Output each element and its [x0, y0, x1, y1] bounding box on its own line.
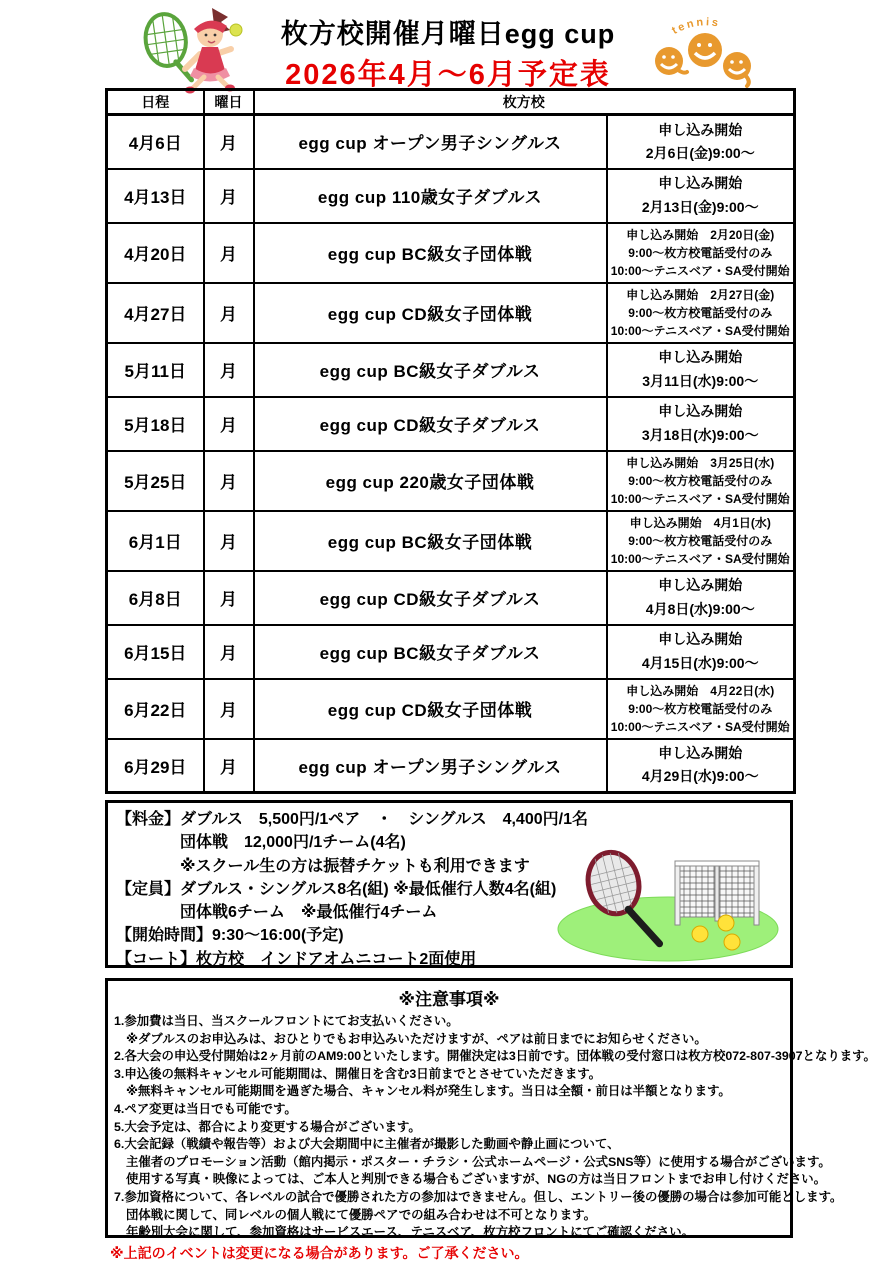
apply-line: 10:00～テニスベア・SA受付開始	[610, 323, 790, 338]
date-cell: 6月1日	[107, 511, 204, 571]
event-cell: egg cup BC級女子団体戦	[254, 511, 607, 571]
info-line: 【コート】枚方校 インドアオムニコート2面使用	[116, 950, 477, 968]
info-line: 団体戦6チーム ※最低催行4チーム	[180, 904, 438, 922]
apply-line: 9:00～枚方校電話受付のみ	[628, 473, 773, 488]
table-row	[107, 169, 795, 223]
table-row	[107, 343, 795, 397]
date-cell: 6月8日	[107, 571, 204, 625]
apply-line: 申し込み開始 4月1日(水)	[629, 515, 771, 530]
note-line: 使用する写真・映像によっては、ご本人と判別できる場合もございますが、NGの方は当日フロントまでお申し付けください。	[126, 1172, 827, 1187]
footer-disclaimer: ※上記のイベントは変更になる場合があります。ご了承ください。	[110, 1245, 529, 1261]
notes-title: ※注意事項※	[398, 990, 500, 1009]
apply-line: 2月6日(金)9:00～	[645, 144, 755, 161]
event-cell: egg cup BC級女子団体戦	[254, 223, 607, 283]
apply-cell	[607, 283, 795, 343]
event-cell: egg cup BC級女子ダブルス	[254, 625, 607, 679]
table-row	[107, 511, 795, 571]
event-cell: egg cup CD級女子団体戦	[254, 679, 607, 739]
note-line: ※無料キャンセル可能期間を過ぎた場合、キャンセル料が発生します。当日は全額・前日は半額となります。	[126, 1084, 731, 1099]
note-line: 団体戦に関して、同レベルの個人戦にて優勝ペアでの組み合わせは不可となります。	[126, 1207, 596, 1222]
date-cell: 6月22日	[107, 679, 204, 739]
apply-cell	[607, 343, 795, 397]
date-cell: 5月11日	[107, 343, 204, 397]
apply-line: 3月11日(水)9:00～	[642, 372, 759, 389]
date-cell: 4月27日	[107, 283, 204, 343]
apply-cell	[607, 223, 795, 283]
apply-line: 10:00～テニスベア・SA受付開始	[610, 263, 790, 278]
apply-line: 申し込み開始	[658, 403, 743, 420]
info-line: 団体戦 12,000円/1チーム(4名)	[180, 834, 406, 852]
date-cell: 4月6日	[107, 115, 204, 169]
date-cell: 4月13日	[107, 169, 204, 223]
note-line: 4.ペア変更は当日でも可能です。	[114, 1101, 297, 1116]
apply-line: 9:00～枚方校電話受付のみ	[628, 245, 773, 260]
day-cell: 月	[204, 169, 254, 223]
apply-line: 申し込み開始	[658, 349, 743, 366]
day-cell: 月	[204, 115, 254, 169]
apply-line: 申し込み開始 3月25日(水)	[626, 455, 775, 470]
table-header-row	[107, 90, 795, 115]
day-cell: 月	[204, 679, 254, 739]
event-cell: egg cup CD級女子団体戦	[254, 283, 607, 343]
apply-cell	[607, 451, 795, 511]
info-line: 【定員】ダブルス・シングルス8名(組) ※最低催行人数4名(組)	[116, 880, 557, 898]
svg-text:tennis: tennis	[670, 16, 722, 37]
apply-line: 申し込み開始	[658, 121, 743, 138]
apply-line: 申し込み開始	[658, 745, 743, 762]
table-row	[107, 283, 795, 343]
day-cell: 月	[204, 223, 254, 283]
apply-line: 申し込み開始 2月27日(金)	[626, 287, 775, 302]
notes-box	[105, 978, 876, 1240]
col-header-date: 日程	[107, 90, 204, 115]
apply-line: 9:00～枚方校電話受付のみ	[628, 701, 773, 716]
table-row	[107, 223, 795, 283]
table-row	[107, 679, 795, 739]
table-row	[107, 397, 795, 451]
apply-line: 10:00～テニスベア・SA受付開始	[610, 719, 790, 734]
table-row	[107, 451, 795, 511]
apply-cell	[607, 169, 795, 223]
apply-cell	[607, 571, 795, 625]
table-row	[107, 625, 795, 679]
day-cell: 月	[204, 739, 254, 793]
apply-line: 申し込み開始 2月20日(金)	[626, 227, 775, 242]
schedule-table	[105, 88, 796, 794]
apply-cell	[607, 739, 795, 793]
apply-line: 申し込み開始	[658, 175, 743, 192]
note-line: 年齢別大会に関して、参加資格はサービスエース、テニスベア、枚方校フロントにてご確認ください。	[126, 1225, 694, 1240]
apply-cell	[607, 511, 795, 571]
table-row	[107, 571, 795, 625]
note-line: 5.大会予定は、都合により変更する場合がございます。	[114, 1119, 421, 1134]
info-line: 【料金】ダブルス 5,500円/1ペア ・ シングルス 4,400円/1名	[116, 811, 588, 828]
racket-net-balls-icon	[552, 837, 784, 963]
apply-cell	[607, 397, 795, 451]
date-cell: 6月15日	[107, 625, 204, 679]
info-box	[105, 800, 793, 968]
tennis-egg-logo-icon	[622, 8, 774, 92]
day-cell: 月	[204, 283, 254, 343]
apply-line: 申し込み開始	[658, 631, 743, 648]
apply-line: 4月8日(水)9:00～	[645, 600, 755, 617]
info-line: 【開始時間】9:30～16:00(予定)	[116, 927, 344, 945]
apply-line: 申し込み開始 4月22日(水)	[626, 683, 775, 698]
event-cell: egg cup 110歳女子ダブルス	[254, 169, 607, 223]
event-cell: egg cup オープン男子シングルス	[254, 739, 607, 793]
event-cell: egg cup BC級女子ダブルス	[254, 343, 607, 397]
date-cell: 4月20日	[107, 223, 204, 283]
info-line: ※スクール生の方は振替チケットも利用できます	[180, 857, 530, 875]
apply-cell	[607, 115, 795, 169]
apply-line: 2月13日(金)9:00～	[641, 198, 759, 215]
event-cell: egg cup CD級女子ダブルス	[254, 571, 607, 625]
note-line: 主催者のプロモーション活動（館内掲示・ポスター・チラシ・公式ホームページ・公式SNS等）に使用する場合がございます。	[126, 1154, 831, 1169]
note-line: 7.参加資格について、各レベルの試合で優勝された方の参加はできません。但し、エントリー後の優勝の場合は参加可能とします。	[114, 1189, 843, 1204]
date-cell: 5月18日	[107, 397, 204, 451]
table-row	[107, 739, 795, 793]
day-cell: 月	[204, 571, 254, 625]
note-line: 6.大会記録（戦績や報告等）および大会期間中に主催者が撮影した動画や静止画について、	[114, 1137, 620, 1152]
day-cell: 月	[204, 397, 254, 451]
apply-line: 4月29日(水)9:00～	[641, 768, 759, 785]
apply-cell	[607, 679, 795, 739]
day-cell: 月	[204, 511, 254, 571]
event-cell: egg cup オープン男子シングルス	[254, 115, 607, 169]
apply-line: 10:00～テニスベア・SA受付開始	[610, 491, 790, 506]
day-cell: 月	[204, 343, 254, 397]
page-subtitle: 2026年4月～6月予定表	[285, 59, 611, 91]
apply-line: 申し込み開始	[658, 577, 743, 594]
col-header-school: 枚方校	[254, 90, 795, 115]
event-cell: egg cup CD級女子ダブルス	[254, 397, 607, 451]
day-cell: 月	[204, 625, 254, 679]
note-line: 2.各大会の申込受付開始は2ヶ月前のAM9:00といたします。開催決定は3日前です。団体戦の受付窓口は枚方校072-807-3907となります。	[114, 1049, 876, 1064]
apply-line: 3月18日(水)9:00～	[641, 426, 759, 443]
note-line: 3.申込後の無料キャンセル可能期間は、開催日を含む3日前までとさせていただきます。	[114, 1066, 602, 1081]
apply-line: 4月15日(水)9:00～	[641, 654, 759, 671]
apply-line: 9:00～枚方校電話受付のみ	[628, 533, 773, 548]
day-cell: 月	[204, 451, 254, 511]
apply-line: 10:00～テニスベア・SA受付開始	[610, 551, 790, 566]
apply-cell	[607, 625, 795, 679]
page-title: 枚方校開催月曜日egg cup	[280, 19, 616, 49]
table-row	[107, 115, 795, 169]
col-header-day: 曜日	[204, 90, 254, 115]
date-cell: 6月29日	[107, 739, 204, 793]
date-cell: 5月25日	[107, 451, 204, 511]
event-cell: egg cup 220歳女子団体戦	[254, 451, 607, 511]
note-line: 1.参加費は当日、当スクールフロントにてお支払いください。	[114, 1014, 459, 1028]
note-line: ※ダブルスのお申込みは、おひとりでもお申込みいただけますが、ペアは前日までにお知らせください。	[126, 1031, 707, 1046]
apply-line: 9:00～枚方校電話受付のみ	[628, 305, 773, 320]
